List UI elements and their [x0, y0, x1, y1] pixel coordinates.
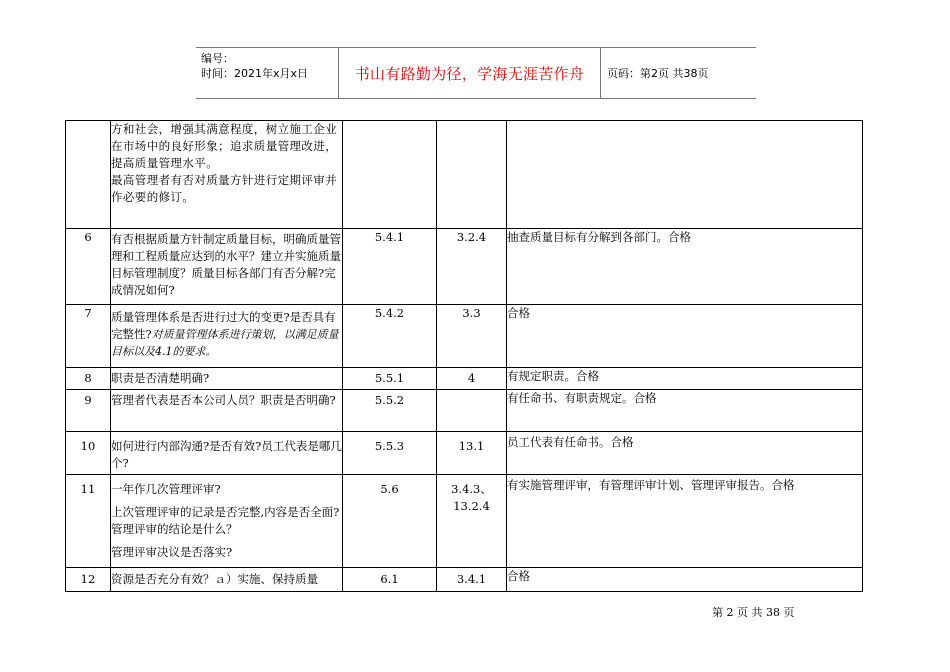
table-row [66, 568, 863, 592]
question-text: 方和社会，增强其满意程度，树立施工企业在市场中的良好形象；追求质量管理改进，提高质量管理水平。 [111, 122, 338, 170]
clause-b: 3.4.3、13.2.4 [437, 475, 507, 568]
question-text: 质量管理体系是否进行过大的变更?是否具有完整性? [111, 310, 336, 341]
clause-b: 13.1 [437, 432, 507, 475]
question-cell [111, 432, 343, 475]
question-text-italic: 对质量管理体系进行策划，以满足质量目标以及4.1的要求。 [111, 328, 339, 358]
question-cell [111, 305, 343, 368]
result-cell: 有规定职责。合格 [507, 368, 863, 390]
clause-a: 5.4.2 [343, 305, 437, 368]
result-cell: 抽查质量目标有分解到各部门。合格 [507, 229, 863, 305]
question-text: 如何进行内部沟通?是否有效?员工代表是哪几个? [111, 439, 342, 470]
row-number: 8 [66, 368, 111, 390]
clause-a [343, 121, 437, 229]
result-cell: 合格 [507, 305, 863, 368]
audit-checklist-table [65, 120, 863, 592]
time-label: 时间：2021年x月x日 [201, 67, 309, 80]
question-text: 职责是否清楚明确? [111, 371, 210, 385]
clause-a: 5.5.2 [343, 390, 437, 432]
table-row [66, 368, 863, 390]
number-label: 编号： [201, 52, 234, 65]
question-cell [111, 368, 343, 390]
header-motto: 书山有路勤为径，学海无涯苦作舟 [339, 48, 601, 98]
question-cell [111, 568, 343, 592]
row-number [66, 121, 111, 229]
clause-b [437, 121, 507, 229]
question-text: 管理评审决议是否落实? [111, 545, 233, 559]
clause-a: 5.4.1 [343, 229, 437, 305]
result-cell [507, 121, 863, 229]
clause-a: 5.5.1 [343, 368, 437, 390]
row-number: 7 [66, 305, 111, 368]
result-cell: 合格 [507, 568, 863, 592]
table-row [66, 475, 863, 568]
result-cell: 有实施管理评审，有管理评审计划、管理评审报告。合格 [507, 475, 863, 568]
clause-b [437, 390, 507, 432]
question-text: 一年作几次管理评审? [111, 482, 221, 496]
question-cell [111, 390, 343, 432]
row-number: 10 [66, 432, 111, 475]
question-text: 管理者代表是否本公司人员？职责是否明确? [111, 393, 336, 407]
result-cell: 有任命书、有职责规定。合格 [507, 390, 863, 432]
question-text: 有否根据质量方针制定质量目标，明确质量管理和工程质量应达到的水平？建立并实施质量目标管理制度？质量目标各部门有否分解?完成情况如何? [111, 232, 341, 297]
question-text: 资源是否充分有效？ａ）实施、保持质量 [111, 572, 318, 586]
row-number: 12 [66, 568, 111, 592]
table-row [66, 432, 863, 475]
table-row [66, 229, 863, 305]
row-number: 6 [66, 229, 111, 305]
table-row [66, 305, 863, 368]
result-cell: 员工代表有任命书。合格 [507, 432, 863, 475]
question-cell [111, 475, 343, 568]
clause-b: 3.3 [437, 305, 507, 368]
table-row [66, 390, 863, 432]
page-header [196, 47, 756, 99]
clause-a: 5.6 [343, 475, 437, 568]
question-text: 最高管理者有否对质量方针进行定期评审并作必要的修订。 [111, 173, 338, 204]
row-number: 9 [66, 390, 111, 432]
clause-b: 4 [437, 368, 507, 390]
clause-a: 6.1 [343, 568, 437, 592]
question-cell [111, 121, 343, 229]
clause-b: 3.2.4 [437, 229, 507, 305]
question-cell [111, 229, 343, 305]
clause-b: 3.4.1 [437, 568, 507, 592]
header-info [196, 48, 339, 98]
table-row [66, 121, 863, 229]
row-number: 11 [66, 475, 111, 568]
clause-a: 5.5.3 [343, 432, 437, 475]
header-page-code: 页码：第2页 共38页 [607, 67, 709, 80]
page-footer: 第 2 页 共 38 页 [712, 606, 795, 619]
question-text: 上次管理评审的记录是否完整,内容是否全面?管理评审的结论是什么？ [111, 505, 340, 536]
